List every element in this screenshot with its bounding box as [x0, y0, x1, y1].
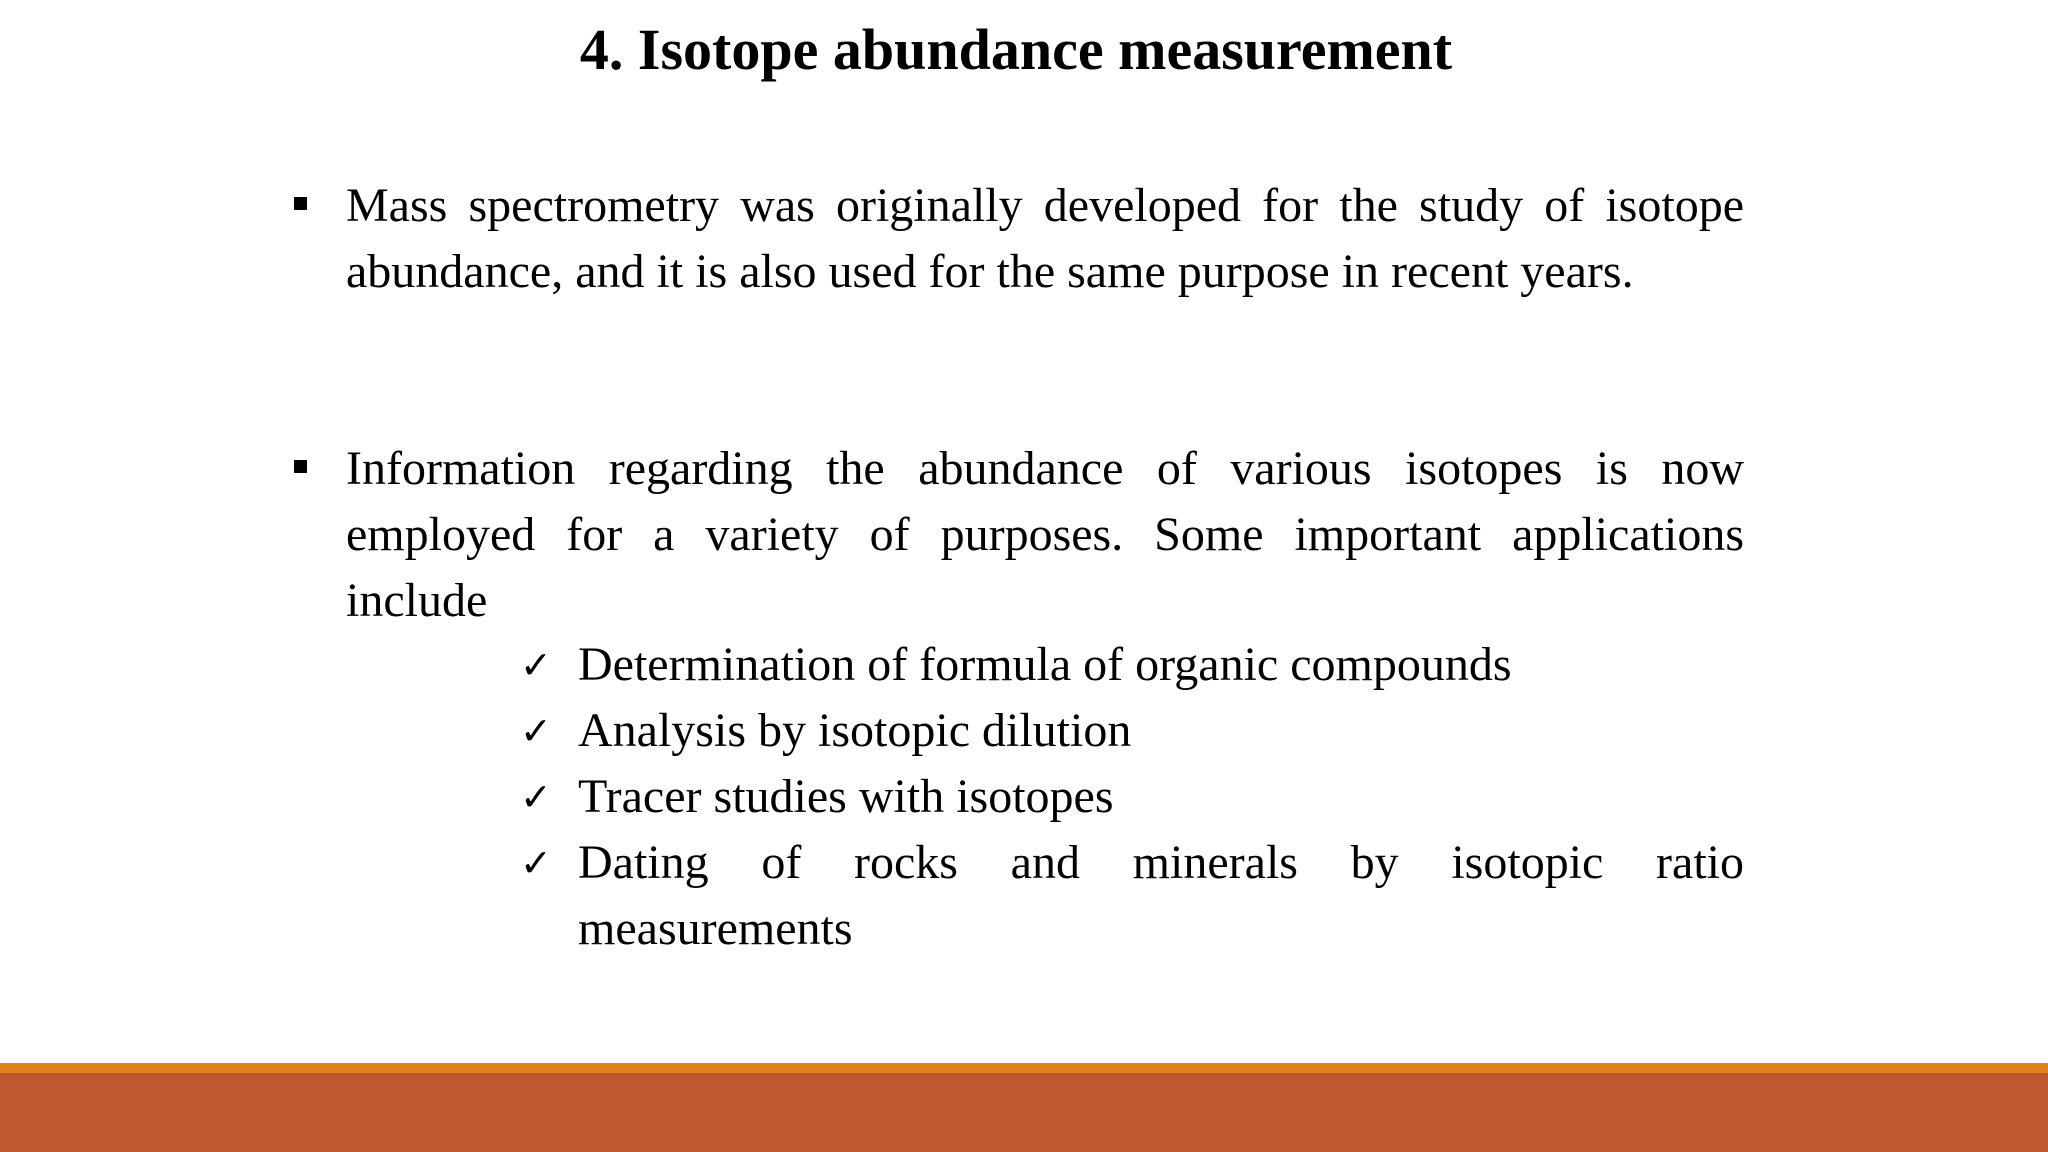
- list-item: [520, 632, 1744, 698]
- bullet-paragraph: Information regarding the abundance of various isotopes is now employed for a variety of purposes. Some important applications include: [346, 442, 1744, 627]
- list-item: [520, 764, 1744, 830]
- application-text: Analysis by isotopic dilution: [578, 704, 1132, 757]
- checkmark-icon: ✓: [520, 841, 552, 885]
- square-bullet-icon: [294, 460, 307, 473]
- checkmark-icon: ✓: [520, 643, 552, 687]
- checkmark-icon: ✓: [520, 709, 552, 753]
- footer-bar: [0, 1073, 2048, 1152]
- footer-accent-line: [0, 1063, 2048, 1073]
- applications-list: [520, 632, 1744, 962]
- slide-title: 4. Isotope abundance measurement: [579, 17, 1453, 82]
- list-item: [520, 698, 1744, 764]
- application-text: Tracer studies with isotopes: [578, 770, 1114, 823]
- square-bullet-icon: [294, 197, 307, 210]
- application-text: Determination of formula of organic compounds: [578, 638, 1512, 691]
- application-text: Dating of rocks and minerals by isotopic ratio measurements: [578, 836, 1744, 955]
- checkmark-icon: ✓: [520, 775, 552, 819]
- bullet-paragraph: Mass spectrometry was originally developed for the study of isotope abundance, and it is also used for the same purpose in recent years.: [346, 179, 1744, 298]
- list-item: [520, 830, 1744, 962]
